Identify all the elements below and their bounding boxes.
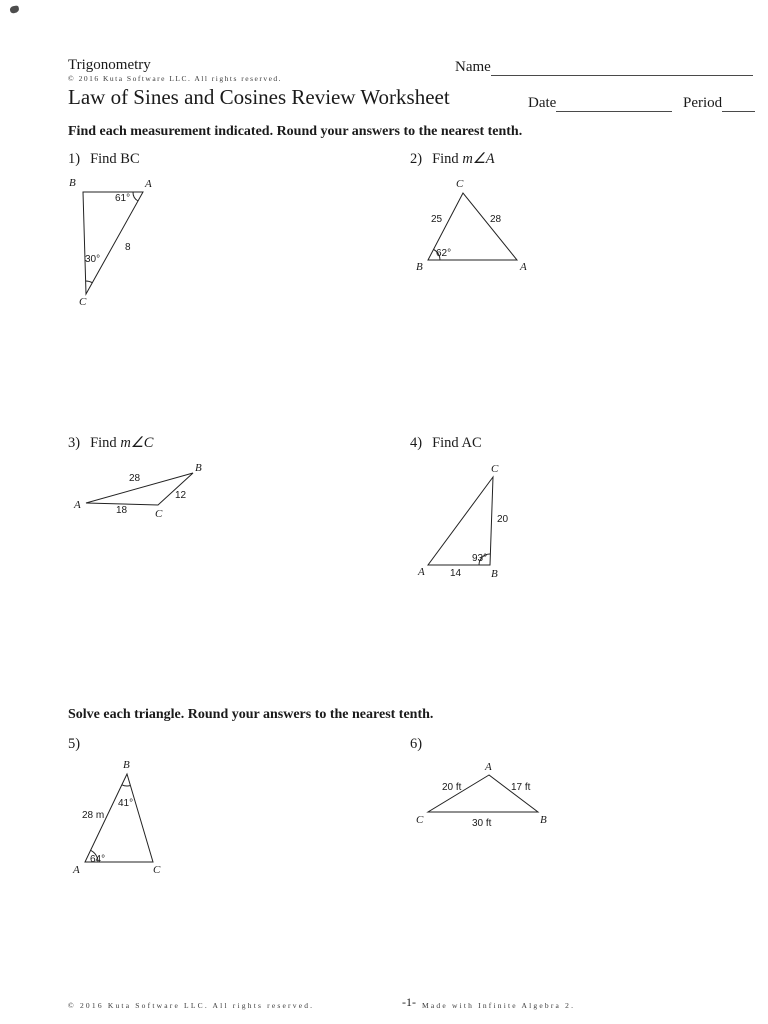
vertex-label-A: A [520, 261, 527, 273]
vertex-label-C: C [155, 508, 163, 520]
side-label-AC: 8 [125, 242, 131, 253]
date-field [528, 94, 672, 112]
vertex-label-C: C [491, 463, 499, 475]
triangle-figure-5 [70, 758, 180, 880]
triangle-figure-4 [418, 460, 518, 585]
scan-artifact [9, 5, 19, 14]
vertex-label-C: C [153, 864, 161, 876]
problem-3-number: 3) [68, 435, 81, 451]
problem-6-number: 6) [410, 736, 423, 752]
angle-label-B: 93° [472, 553, 488, 564]
side-label-AB: 28 [129, 473, 141, 484]
side-label-AB: 28 m [82, 810, 105, 821]
angle-label-A: 64° [90, 854, 106, 865]
triangle-figure-2 [410, 178, 545, 278]
problem-5-heading [68, 736, 90, 753]
date-label: Date [528, 95, 557, 111]
footer-copyright: © 2016 Kuta Software LLC. All rights reserved. [68, 1001, 315, 1010]
angle-label-A: 61° [115, 193, 131, 204]
vertex-label-B: B [123, 759, 130, 771]
angle-label-B: 62° [436, 248, 452, 259]
name-blank-line [491, 62, 753, 76]
problem-1-heading [68, 151, 140, 168]
angle-label-C: 30° [85, 254, 101, 265]
problem-6-heading [410, 736, 432, 753]
footer-credit: Made with Infinite Algebra 2. [422, 1001, 576, 1010]
problem-3-heading [68, 435, 153, 452]
period-field [683, 94, 755, 112]
vertex-label-B: B [491, 568, 498, 580]
triangle-figure-6 [416, 758, 556, 833]
side-label-AC: 18 [116, 505, 128, 516]
side-label-BC: 12 [175, 490, 187, 501]
angle-label-B: 41° [118, 798, 134, 809]
vertex-label-A: A [485, 761, 492, 773]
side-label-AB: 14 [450, 568, 462, 579]
instruction-find: Find each measurement indicated. Round your answers to the nearest tenth. [68, 124, 523, 139]
triangle-3-drawing [70, 460, 215, 522]
footer-page-number: -1- [402, 995, 416, 1009]
problem-2-prompt: Find [432, 151, 463, 167]
period-blank-line [722, 98, 755, 112]
instruction-solve: Solve each triangle. Round your answers to the nearest tenth. [68, 707, 434, 722]
side-label-CA: 20 ft [442, 782, 462, 793]
vertex-label-A: A [418, 566, 425, 578]
problem-2-heading [410, 151, 495, 168]
side-label-CA: 28 [490, 214, 502, 225]
problem-2-prompt-math: m∠A [462, 151, 495, 167]
side-label-CB: 30 ft [472, 818, 492, 829]
course-name: Trigonometry [68, 57, 151, 73]
side-label-BC: 25 [431, 214, 443, 225]
side-label-BC: 20 [497, 514, 509, 525]
triangle-figure-3 [70, 460, 215, 522]
problem-4-prompt: Find AC [432, 435, 482, 451]
vertex-label-B: B [540, 814, 547, 826]
vertex-label-C: C [416, 814, 424, 826]
problem-1-prompt: Find BC [90, 151, 140, 167]
problem-4-number: 4) [410, 435, 423, 451]
problem-1-number: 1) [68, 151, 81, 167]
name-field [455, 58, 753, 76]
problem-5-number: 5) [68, 736, 81, 752]
name-label: Name [455, 59, 491, 75]
problem-4-heading [410, 435, 482, 452]
date-blank-line [556, 98, 672, 112]
vertex-label-B: B [416, 261, 423, 273]
vertex-label-A: A [73, 864, 80, 876]
problem-3-prompt-math: m∠C [120, 435, 154, 451]
vertex-label-A: A [145, 178, 152, 190]
vertex-label-C: C [79, 296, 87, 308]
vertex-label-A: A [74, 499, 81, 511]
side-label-AB: 17 ft [511, 782, 531, 793]
triangle-figure-1 [68, 178, 168, 313]
problem-2-number: 2) [410, 151, 423, 167]
page-title: Law of Sines and Cosines Review Worksheet [68, 85, 450, 109]
problem-3-prompt: Find [90, 435, 121, 451]
header-copyright: © 2016 Kuta Software LLC. All rights reserved. [68, 74, 283, 83]
period-label: Period [683, 95, 723, 111]
vertex-label-C: C [456, 178, 464, 190]
vertex-label-B: B [195, 462, 202, 474]
vertex-label-B: B [69, 177, 76, 189]
